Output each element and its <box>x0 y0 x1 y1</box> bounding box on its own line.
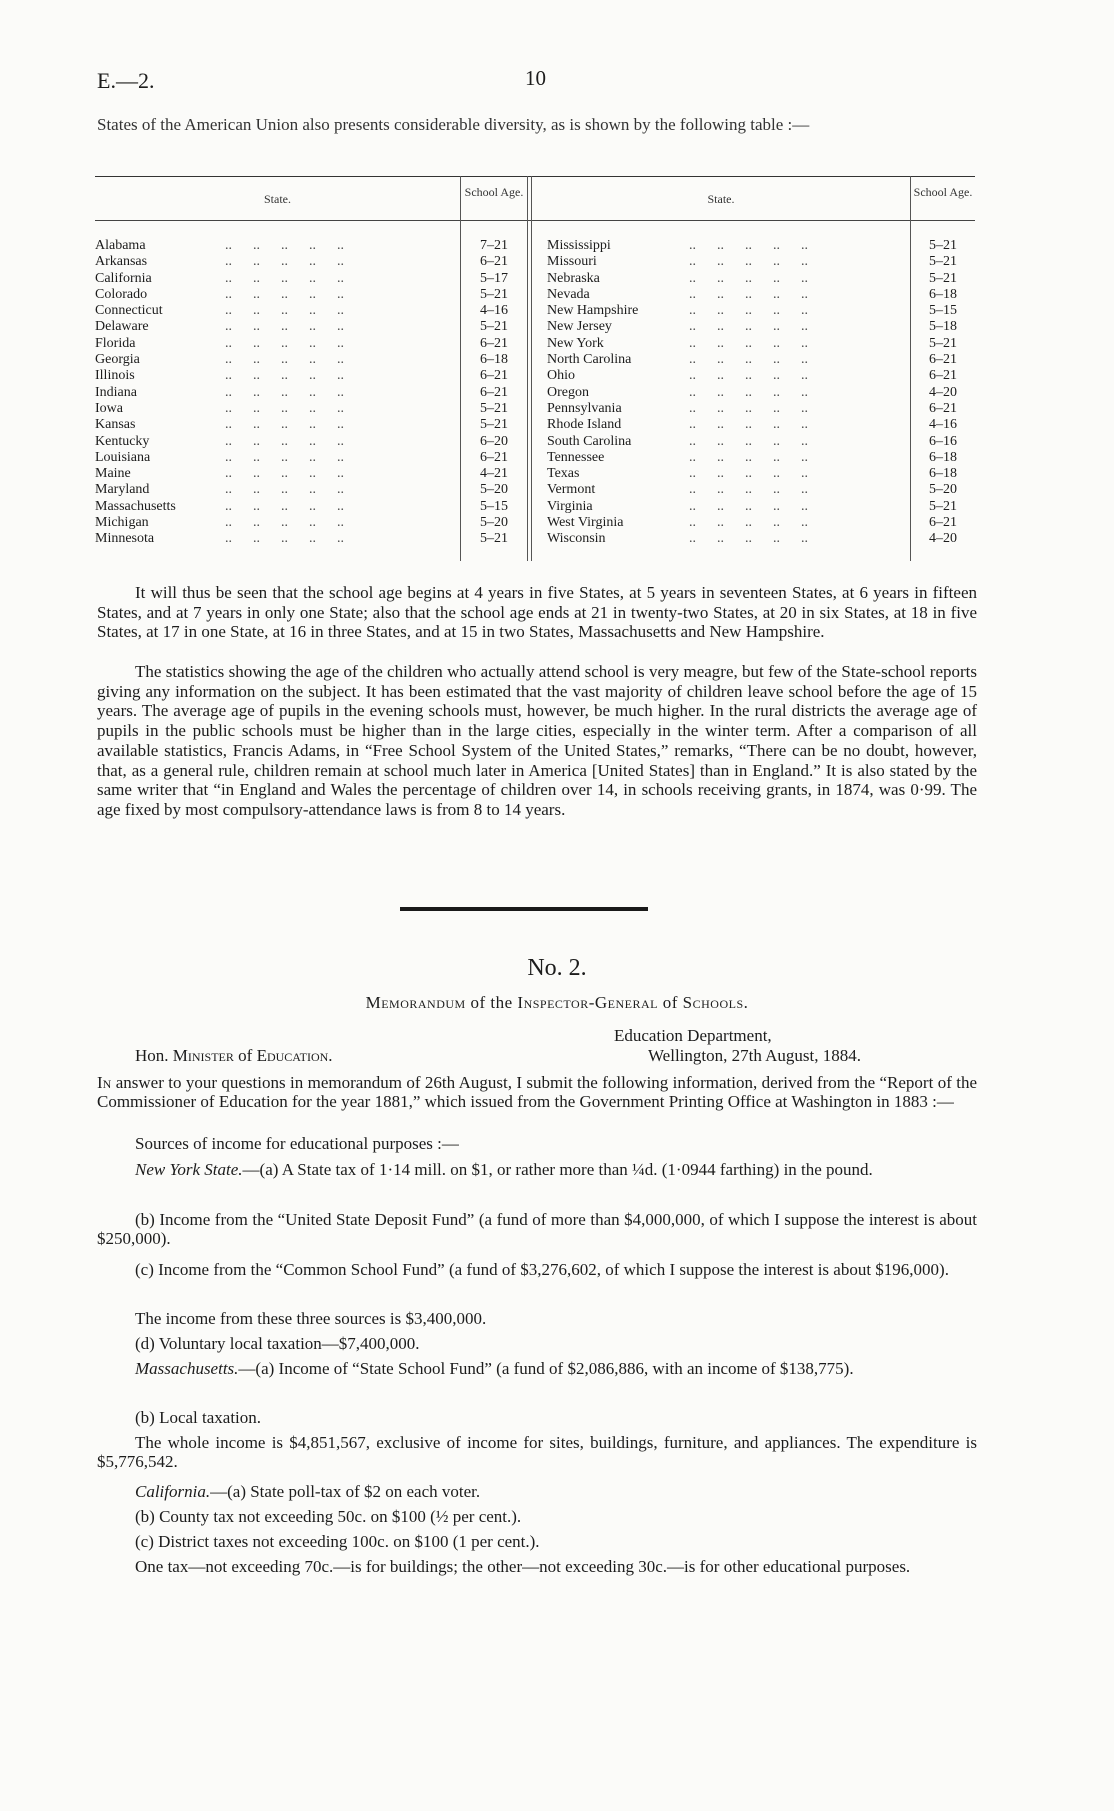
ny-item-a: New York State.—(a) A State tax of 1·14 mill. on $1, or rather more than ¼d. (1·0944 farthing) in the pound. <box>135 1160 873 1179</box>
leader-dots: .. .. .. .. .. <box>225 368 344 384</box>
place-date: Wellington, 27th August, 1884. <box>648 1046 862 1065</box>
leader-dots: .. .. .. .. .. <box>689 466 808 482</box>
table-row <box>547 238 975 254</box>
paragraph-school-age: It will thus be seen that the school age begins at 4 years in five States, at 5 years in seventeen States, at 6 years in fifteen States, and at 7 years in only one State; also that the school age ends at 21 in twenty-two States, at 20 in six States, at 18 in five States, at 17 in one State, at 16 in three States, and at 15 in two States, Massachusetts and New Hampshire. <box>97 583 977 642</box>
page-number: 10 <box>525 66 546 90</box>
state-name: New York <box>547 335 604 351</box>
table-row <box>95 417 527 433</box>
state-name: North Carolina <box>547 352 632 368</box>
table-row <box>547 368 975 384</box>
leader-dots: .. .. .. .. .. <box>225 515 344 531</box>
sources-heading: Sources of income for educational purposes :— <box>135 1134 459 1153</box>
table-header-rule <box>95 220 975 221</box>
leader-dots: .. .. .. .. .. <box>689 482 808 498</box>
school-age-value: 6–21 <box>480 368 508 384</box>
state-name: Oregon <box>547 384 589 400</box>
state-name: New Jersey <box>547 319 612 335</box>
school-age-value: 5–21 <box>929 254 957 270</box>
paragraph-statistics: The statistics showing the age of the children who actually attend school is very meagre, but few of the State-school reports giving any information on the subject. It has been estimated that the vast majority of children leave school before the age of 15 years. The average age of pupils in the evening schools must, however, be much higher. In the rural districts the average age of pupils in the public schools must be higher than in the large cities, especially in the winter term. After a comparison of all available statistics, Francis Adams, in “Free School System of the United States,” remarks, “There can be no doubt, however, that, as a general rule, children remain at school much later in America [United States] than in England.” It is also stated by the same writer that “in England and Wales the percentage of children over 14, in schools receiving grants, in 1874, was 0·99. The age fixed by most compulsory-attendance laws is from 8 to 14 years. <box>97 662 977 819</box>
school-age-value: 5–21 <box>929 238 957 253</box>
school-age-value: 6–18 <box>929 466 957 482</box>
document-code: E.—2. <box>97 68 155 93</box>
table-row <box>547 319 975 335</box>
table-row <box>95 368 527 384</box>
table-row <box>95 271 527 287</box>
state-name: Nebraska <box>547 270 600 286</box>
state-name: Maine <box>95 466 131 482</box>
school-age-value: 5–20 <box>929 482 957 498</box>
leader-dots: .. .. .. .. .. <box>689 238 808 253</box>
ca-item-b: (b) County tax not exceeding 50c. on $100 (½ per cent.). <box>135 1507 522 1526</box>
table-row <box>547 531 975 547</box>
header-state-left: State. <box>264 192 291 206</box>
state-name: Wisconsin <box>547 531 606 547</box>
state-name: Iowa <box>95 400 123 416</box>
table-row <box>95 319 527 335</box>
ca-note: One tax—not exceeding 70c.—is for buildings; the other—not exceeding 30c.—is for other educational purposes. <box>135 1557 911 1576</box>
school-age-value: 4–21 <box>480 466 508 482</box>
state-name: Rhode Island <box>547 417 622 433</box>
table-row <box>547 417 975 433</box>
school-age-value: 5–21 <box>480 286 508 302</box>
table-left-rows <box>95 238 527 548</box>
state-name: Minnesota <box>95 531 155 547</box>
table-row <box>547 352 975 368</box>
leader-dots: .. .. .. .. .. <box>689 254 808 270</box>
school-age-value: 6–21 <box>929 400 957 416</box>
school-age-value: 5–21 <box>480 400 508 416</box>
state-name: West Virginia <box>547 515 624 531</box>
sender-department: Education Department, <box>614 1026 772 1045</box>
school-age-value: 4–20 <box>929 384 957 400</box>
state-name: South Carolina <box>547 433 632 449</box>
school-age-value: 5–21 <box>480 531 508 547</box>
table-row <box>95 352 527 368</box>
table-row <box>547 499 975 515</box>
school-age-value: 5–15 <box>480 498 508 514</box>
leader-dots: .. .. .. .. .. <box>689 515 808 531</box>
leader-dots: .. .. .. .. .. <box>225 238 344 253</box>
leader-dots: .. .. .. .. .. <box>225 384 344 400</box>
state-name: Mississippi <box>547 238 611 253</box>
school-age-value: 4–16 <box>480 303 508 319</box>
school-age-value: 6–21 <box>480 384 508 400</box>
state-name: Louisiana <box>95 449 151 465</box>
leader-dots: .. .. .. .. .. <box>225 417 344 433</box>
school-age-value: 5–21 <box>929 498 957 514</box>
school-age-value: 6–21 <box>480 449 508 465</box>
school-age-value: 5–20 <box>480 515 508 531</box>
school-age-value: 6–18 <box>480 352 508 368</box>
school-age-value: 5–21 <box>929 335 957 351</box>
leader-dots: .. .. .. .. .. <box>689 433 808 449</box>
leader-dots: .. .. .. .. .. <box>225 254 344 270</box>
ma-item-a: Massachusetts.—(a) Income of “State School Fund” (a fund of $2,086,886, with an income of $138,775). <box>135 1359 854 1378</box>
state-name: Arkansas <box>95 254 148 270</box>
letter-opening: In answer to your questions in memorandum of 26th August, I submit the following information, derived from the “Report of the Commissioner of Education for the year 1881,” which issued from the Government Printing Office at Washington in 1883 :— <box>97 1073 978 1111</box>
leader-dots: .. .. .. .. .. <box>689 400 808 416</box>
table-row <box>95 254 527 270</box>
leader-dots: .. .. .. .. .. <box>225 466 344 482</box>
leader-dots: .. .. .. .. .. <box>225 498 344 514</box>
state-name: California <box>95 270 152 286</box>
school-age-value: 5–15 <box>929 303 957 319</box>
school-age-value: 5–17 <box>480 270 508 286</box>
leader-dots: .. .. .. .. .. <box>225 352 344 368</box>
ca-item-c: (c) District taxes not exceeding 100c. on $100 (1 per cent.). <box>135 1532 540 1551</box>
school-age-value: 5–21 <box>480 417 508 433</box>
leader-dots: .. .. .. .. .. <box>225 303 344 319</box>
table-row <box>95 531 527 547</box>
table-row <box>95 515 527 531</box>
table-row <box>547 385 975 401</box>
state-name: Massachusetts <box>95 498 176 514</box>
ca-item-a: California.—(a) State poll-tax of $2 on each voter. <box>135 1482 481 1501</box>
leader-dots: .. .. .. .. .. <box>689 368 808 384</box>
school-age-value: 4–20 <box>929 531 957 547</box>
school-age-value: 6–18 <box>929 449 957 465</box>
leader-dots: .. .. .. .. .. <box>689 384 808 400</box>
state-name: Vermont <box>547 482 596 498</box>
table-right-rows <box>547 238 975 548</box>
state-name: Colorado <box>95 286 148 302</box>
section-number: No. 2. <box>527 955 587 981</box>
column-divider <box>531 176 532 561</box>
leader-dots: .. .. .. .. .. <box>689 498 808 514</box>
leader-dots: .. .. .. .. .. <box>225 531 344 547</box>
leader-dots: .. .. .. .. .. <box>225 335 344 351</box>
table-row <box>547 515 975 531</box>
ny-item-c: (c) Income from the “Common School Fund” (a fund of $3,276,602, of which I suppose the interest is about $196,000). <box>135 1260 949 1279</box>
table-row <box>547 466 975 482</box>
leader-dots: .. .. .. .. .. <box>689 319 808 335</box>
school-age-value: 5–21 <box>929 270 957 286</box>
addressee: Hon. Minister of Education. <box>135 1046 333 1065</box>
ma-total: The whole income is $4,851,567, exclusive of income for sites, buildings, furniture, and appliances. The expenditure is $5,776,542. <box>97 1433 977 1471</box>
school-age-value: 5–18 <box>929 319 957 335</box>
leader-dots: .. .. .. .. .. <box>689 335 808 351</box>
school-age-value: 4–16 <box>929 417 957 433</box>
table-row <box>547 303 975 319</box>
table-row <box>547 434 975 450</box>
ny-item-b: (b) Income from the “United State Deposit Fund” (a fund of more than $4,000,000, of which I suppose the interest is about $250,000). <box>97 1210 977 1248</box>
state-name: Missouri <box>547 254 597 270</box>
table-row <box>547 271 975 287</box>
leader-dots: .. .. .. .. .. <box>689 449 808 465</box>
leader-dots: .. .. .. .. .. <box>225 433 344 449</box>
leader-dots: .. .. .. .. .. <box>225 482 344 498</box>
header-age-right: School Age. <box>913 185 973 199</box>
school-age-value: 5–20 <box>480 482 508 498</box>
state-name: Florida <box>95 335 136 351</box>
header-state-right: State. <box>707 192 735 206</box>
header-age-left: School Age. <box>464 185 524 199</box>
school-age-value: 5–21 <box>480 319 508 335</box>
state-name: New Hampshire <box>547 303 639 319</box>
table-row <box>95 466 527 482</box>
state-name: Texas <box>547 466 580 482</box>
leader-dots: .. .. .. .. .. <box>689 286 808 302</box>
leader-dots: .. .. .. .. .. <box>225 286 344 302</box>
school-age-table <box>95 172 975 562</box>
leader-dots: .. .. .. .. .. <box>689 352 808 368</box>
state-name: Connecticut <box>95 303 163 319</box>
state-name: Ohio <box>547 368 575 384</box>
ma-item-b: (b) Local taxation. <box>135 1408 262 1427</box>
table-row <box>95 434 527 450</box>
state-name: Virginia <box>547 498 593 514</box>
state-name: Illinois <box>95 368 135 384</box>
table-row <box>547 482 975 498</box>
state-name: Nevada <box>547 286 590 302</box>
table-row <box>95 450 527 466</box>
table-row <box>95 336 527 352</box>
leader-dots: .. .. .. .. .. <box>225 449 344 465</box>
school-age-value: 6–20 <box>480 433 508 449</box>
table-row <box>95 401 527 417</box>
table-row <box>547 336 975 352</box>
table-row <box>95 287 527 303</box>
table-row <box>95 499 527 515</box>
school-age-value: 7–21 <box>480 238 508 253</box>
state-name: Maryland <box>95 482 150 498</box>
table-row <box>95 303 527 319</box>
intro-text: States of the American Union also presents considerable diversity, as is shown by the following table :— <box>97 115 810 134</box>
table-row <box>547 287 975 303</box>
school-age-value: 6–21 <box>929 352 957 368</box>
leader-dots: .. .. .. .. .. <box>225 319 344 335</box>
school-age-value: 6–21 <box>480 335 508 351</box>
memo-title: Memorandum of the Inspector-General of Schools. <box>365 993 749 1012</box>
leader-dots: .. .. .. .. .. <box>225 270 344 286</box>
ny-total: The income from these three sources is $3,400,000. <box>135 1309 487 1328</box>
table-row <box>547 450 975 466</box>
leader-dots: .. .. .. .. .. <box>689 531 808 547</box>
school-age-value: 6–18 <box>929 286 957 302</box>
leader-dots: .. .. .. .. .. <box>689 303 808 319</box>
column-divider <box>527 176 528 561</box>
school-age-value: 6–21 <box>929 368 957 384</box>
table-row <box>95 385 527 401</box>
table-row <box>547 401 975 417</box>
state-name: Indiana <box>95 384 137 400</box>
table-row <box>95 482 527 498</box>
leader-dots: .. .. .. .. .. <box>225 400 344 416</box>
state-name: Kentucky <box>95 433 150 449</box>
section-separator <box>400 907 648 911</box>
table-row <box>95 238 527 254</box>
state-name: Alabama <box>95 238 146 253</box>
school-age-value: 6–21 <box>929 515 957 531</box>
table-top-rule <box>95 176 975 177</box>
ny-item-d: (d) Voluntary local taxation—$7,400,000. <box>135 1334 420 1353</box>
leader-dots: .. .. .. .. .. <box>689 417 808 433</box>
school-age-value: 6–16 <box>929 433 957 449</box>
state-name: Tennessee <box>547 449 605 465</box>
leader-dots: .. .. .. .. .. <box>689 270 808 286</box>
table-row <box>547 254 975 270</box>
state-name: Georgia <box>95 352 140 368</box>
state-name: Pennsylvania <box>547 400 622 416</box>
state-name: Kansas <box>95 417 136 433</box>
state-name: Michigan <box>95 515 149 531</box>
state-name: Delaware <box>95 319 149 335</box>
school-age-value: 6–21 <box>480 254 508 270</box>
